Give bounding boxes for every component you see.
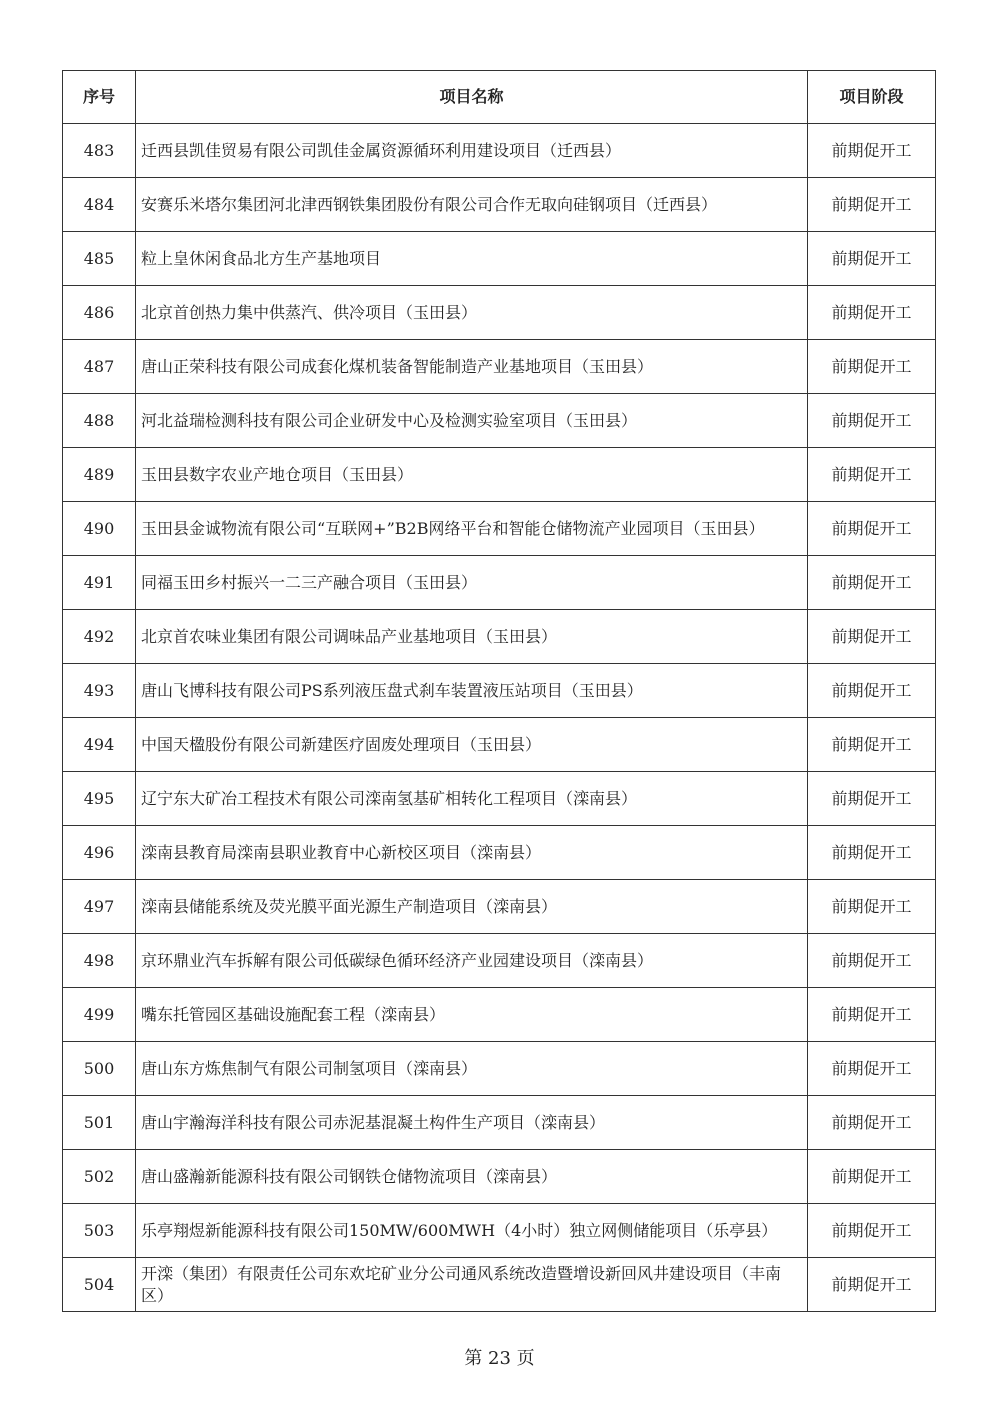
row-project-name: 唐山盛瀚新能源科技有限公司钢铁仓储物流项目（滦南县） — [136, 1150, 808, 1204]
row-project-stage: 前期促开工 — [808, 286, 936, 340]
table-row — [63, 394, 936, 448]
row-project-name: 河北益瑞检测科技有限公司企业研发中心及检测实验室项目（玉田县） — [136, 394, 808, 448]
table-row — [63, 448, 936, 502]
row-project-name: 北京首创热力集中供蒸汽、供冷项目（玉田县） — [136, 286, 808, 340]
row-serial-number: 499 — [63, 988, 136, 1042]
row-project-stage: 前期促开工 — [808, 664, 936, 718]
table-body — [63, 124, 936, 1312]
row-project-name: 粒上皇休闲食品北方生产基地项目 — [136, 232, 808, 286]
table-row — [63, 232, 936, 286]
row-serial-number: 496 — [63, 826, 136, 880]
row-project-stage: 前期促开工 — [808, 502, 936, 556]
row-project-name: 北京首农味业集团有限公司调味品产业基地项目（玉田县） — [136, 610, 808, 664]
row-project-stage: 前期促开工 — [808, 610, 936, 664]
page-number: 第 23 页 — [464, 1348, 535, 1369]
table-row — [63, 718, 936, 772]
row-project-stage: 前期促开工 — [808, 556, 936, 610]
row-project-name: 乐亭翔煜新能源科技有限公司150MW/600MWH（4小时）独立网侧储能项目（乐亭县） — [136, 1204, 808, 1258]
row-project-stage: 前期促开工 — [808, 934, 936, 988]
row-serial-number: 484 — [63, 178, 136, 232]
table-row — [63, 988, 936, 1042]
row-project-name: 迁西县凯佳贸易有限公司凯佳金属资源循环利用建设项目（迁西县） — [136, 124, 808, 178]
row-serial-number: 485 — [63, 232, 136, 286]
row-project-stage: 前期促开工 — [808, 988, 936, 1042]
table-row — [63, 934, 936, 988]
row-project-stage: 前期促开工 — [808, 880, 936, 934]
row-serial-number: 490 — [63, 502, 136, 556]
row-project-stage: 前期促开工 — [808, 124, 936, 178]
header-project-stage: 项目阶段 — [808, 71, 936, 124]
row-project-name: 玉田县金诚物流有限公司“互联网+”B2B网络平台和智能仓储物流产业园项目（玉田县） — [136, 502, 808, 556]
table-row — [63, 1204, 936, 1258]
table-row — [63, 826, 936, 880]
row-serial-number: 486 — [63, 286, 136, 340]
row-project-stage: 前期促开工 — [808, 178, 936, 232]
row-project-stage: 前期促开工 — [808, 394, 936, 448]
table-row — [63, 1150, 936, 1204]
row-project-stage: 前期促开工 — [808, 1096, 936, 1150]
row-serial-number: 501 — [63, 1096, 136, 1150]
table-row — [63, 124, 936, 178]
table-row — [63, 286, 936, 340]
row-serial-number: 500 — [63, 1042, 136, 1096]
row-serial-number: 504 — [63, 1258, 136, 1312]
table-row — [63, 1042, 936, 1096]
row-project-stage: 前期促开工 — [808, 340, 936, 394]
row-project-name: 开滦（集团）有限责任公司东欢坨矿业分公司通风系统改造暨增设新回风井建设项目（丰南区） — [136, 1258, 808, 1312]
table-row — [63, 1258, 936, 1312]
header-project-name: 项目名称 — [136, 71, 808, 124]
row-serial-number: 497 — [63, 880, 136, 934]
row-serial-number: 495 — [63, 772, 136, 826]
row-project-name: 同福玉田乡村振兴一二三产融合项目（玉田县） — [136, 556, 808, 610]
row-project-name: 玉田县数字农业产地仓项目（玉田县） — [136, 448, 808, 502]
row-project-name: 唐山东方炼焦制气有限公司制氢项目（滦南县） — [136, 1042, 808, 1096]
header-row — [63, 71, 936, 124]
row-project-stage: 前期促开工 — [808, 826, 936, 880]
row-project-name: 辽宁东大矿冶工程技术有限公司滦南氢基矿相转化工程项目（滦南县） — [136, 772, 808, 826]
row-project-name: 滦南县储能系统及荧光膜平面光源生产制造项目（滦南县） — [136, 880, 808, 934]
row-project-stage: 前期促开工 — [808, 232, 936, 286]
table-row — [63, 772, 936, 826]
row-project-stage: 前期促开工 — [808, 1258, 936, 1312]
row-project-stage: 前期促开工 — [808, 1204, 936, 1258]
table-row — [63, 178, 936, 232]
row-project-name: 京环鼎业汽车拆解有限公司低碳绿色循环经济产业园建设项目（滦南县） — [136, 934, 808, 988]
table-row — [63, 340, 936, 394]
table-header — [63, 71, 936, 124]
row-project-name: 嘴东托管园区基础设施配套工程（滦南县） — [136, 988, 808, 1042]
table-row — [63, 880, 936, 934]
row-serial-number: 489 — [63, 448, 136, 502]
row-serial-number: 498 — [63, 934, 136, 988]
table-row — [63, 502, 936, 556]
row-project-name: 滦南县教育局滦南县职业教育中心新校区项目（滦南县） — [136, 826, 808, 880]
row-serial-number: 492 — [63, 610, 136, 664]
table-row — [63, 610, 936, 664]
row-project-stage: 前期促开工 — [808, 772, 936, 826]
row-project-name: 中国天楹股份有限公司新建医疗固废处理项目（玉田县） — [136, 718, 808, 772]
row-serial-number: 488 — [63, 394, 136, 448]
row-project-name: 安赛乐米塔尔集团河北津西钢铁集团股份有限公司合作无取向硅钢项目（迁西县） — [136, 178, 808, 232]
table-row — [63, 664, 936, 718]
row-serial-number: 491 — [63, 556, 136, 610]
row-project-stage: 前期促开工 — [808, 1042, 936, 1096]
row-serial-number: 493 — [63, 664, 136, 718]
project-table — [62, 70, 936, 1312]
row-project-name: 唐山正荣科技有限公司成套化煤机装备智能制造产业基地项目（玉田县） — [136, 340, 808, 394]
row-project-stage: 前期促开工 — [808, 718, 936, 772]
row-serial-number: 494 — [63, 718, 136, 772]
row-project-name: 唐山宇瀚海洋科技有限公司赤泥基混凝土构件生产项目（滦南县） — [136, 1096, 808, 1150]
row-project-stage: 前期促开工 — [808, 448, 936, 502]
row-project-stage: 前期促开工 — [808, 1150, 936, 1204]
row-serial-number: 483 — [63, 124, 136, 178]
row-project-name: 唐山飞博科技有限公司PS系列液压盘式刹车装置液压站项目（玉田县） — [136, 664, 808, 718]
row-serial-number: 503 — [63, 1204, 136, 1258]
row-serial-number: 487 — [63, 340, 136, 394]
table-row — [63, 1096, 936, 1150]
row-serial-number: 502 — [63, 1150, 136, 1204]
table-row — [63, 556, 936, 610]
header-serial-number: 序号 — [63, 71, 136, 124]
